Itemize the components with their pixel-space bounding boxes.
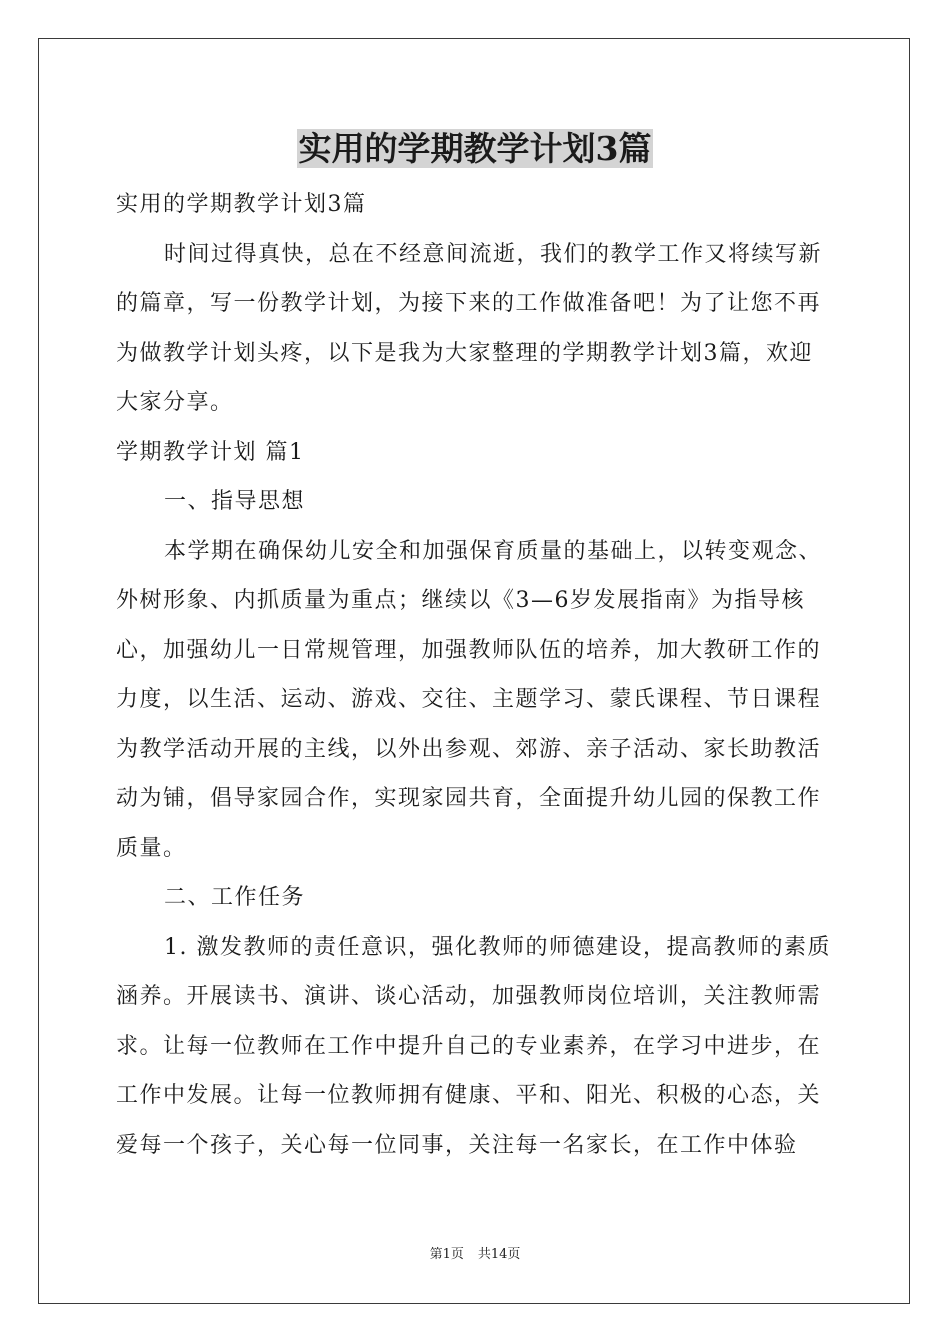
page-footer <box>0 1246 950 1264</box>
subtitle-line: 实用的学期教学计划3篇 <box>116 192 367 217</box>
work-task-paragraph: 1. 激发教师的责任意识，强化教师的师德建设，提高教师的素质涵养。开展读书、演讲、谈心活动，加强教师岗位培训，关注教师需求。让每一位教师在工作中提升自己的专业素养，在学习中进步，在工作中发展。让每一位教师拥有健康、平和、阳光、积极的心态，关爱每一个孩子，关心每一位同事，关注每一名家长，在工作中体验 <box>116 934 831 1158</box>
document-body <box>116 180 834 1170</box>
page-number: 第1页 <box>429 1247 464 1262</box>
guiding-thought-paragraph: 本学期在确保幼儿安全和加强保育质量的基础上，以转变观念、外树形象、内抓质量为重点；继续以《3—6岁发展指南》为指导核心，加强幼儿一日常规管理，加强教师队伍的培养，加大教研工作的力度，以生活、运动、游戏、交往、主题学习、蒙氏课程、节日课程为教学活动开展的主线，以外出参观、郊游、亲子活动、家长助教活动为铺，倡导家园合作，实现家园共育，全面提升幼儿园的保教工作质量。 <box>116 538 823 861</box>
subheading-work-tasks: 二、工作任务 <box>164 885 306 910</box>
subheading-guiding-thought: 一、指导思想 <box>164 489 306 514</box>
document-title-text: 实用的学期教学计划3篇 <box>298 129 652 168</box>
page-total: 共14页 <box>477 1247 521 1262</box>
document-title <box>0 127 950 171</box>
intro-paragraph: 时间过得真快，总在不经意间流逝，我们的教学工作又将续写新的篇章，写一份教学计划，为接下来的工作做准备吧！为了让您不再为做教学计划头疼，以下是我为大家整理的学期教学计划3篇，欢迎大家分享。 <box>116 241 823 415</box>
section-heading: 学期教学计划 篇1 <box>116 439 305 465</box>
